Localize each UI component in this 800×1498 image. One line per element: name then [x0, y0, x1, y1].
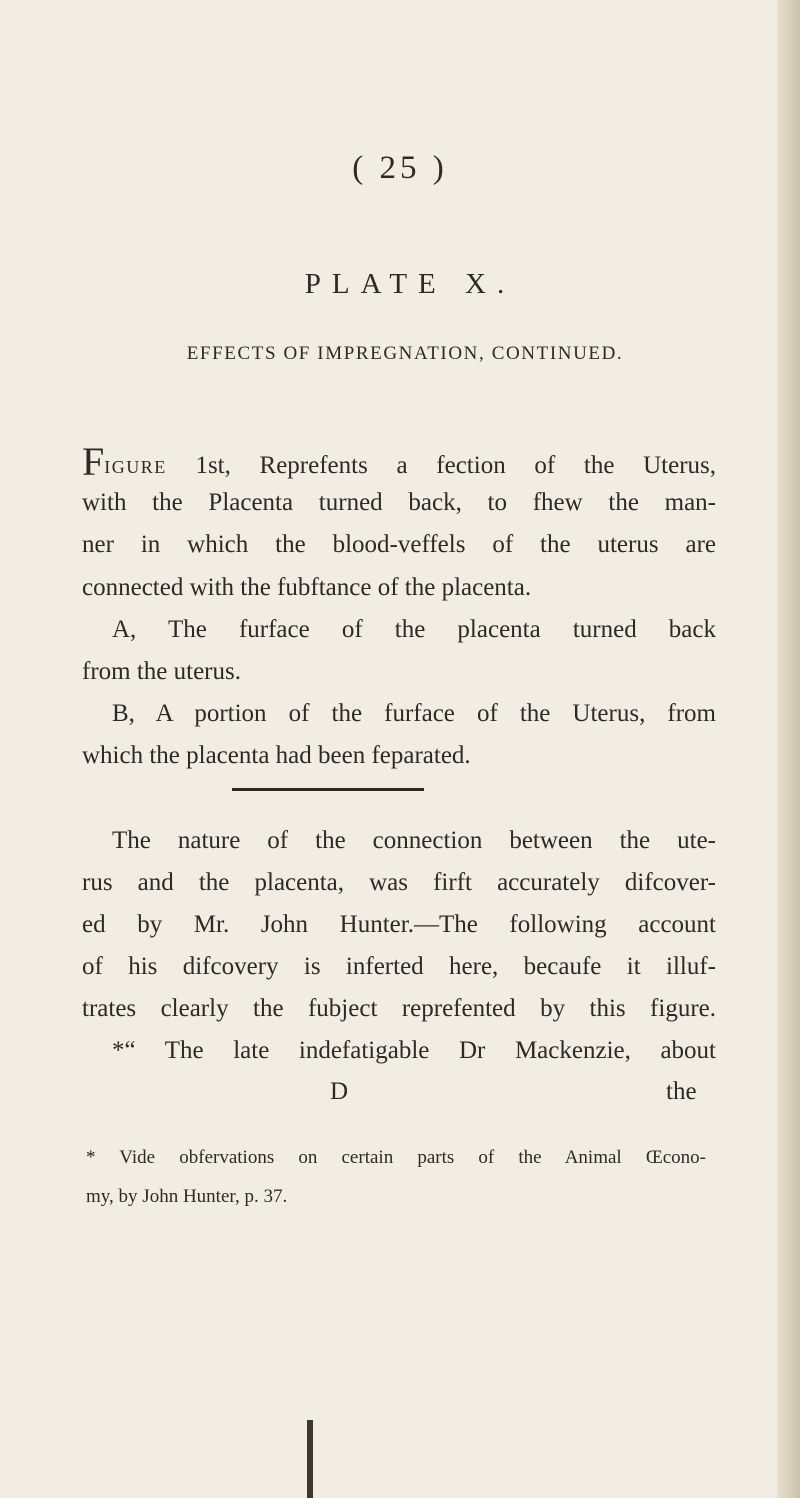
section-rule — [232, 788, 424, 791]
binding-mark — [307, 1420, 313, 1498]
body-line: *“ The late indefatigable Dr Mackenzie, about — [112, 1037, 716, 1064]
drop-cap: F — [82, 439, 105, 484]
body-line: trates clearly the fubject reprefented by this figure. — [82, 995, 716, 1022]
legend-item-b-continued: which the placenta had been feparated. — [82, 742, 471, 769]
body-line: ed by Mr. John Hunter.—The following account — [82, 911, 716, 938]
small-caps-word: IGURE — [104, 457, 167, 477]
legend-item-a-continued: from the uterus. — [82, 658, 241, 685]
figure-description-line: ner in which the blood-veffels of the uterus are — [82, 531, 716, 558]
legend-item-b: B, A portion of the furface of the Uterus, from — [112, 700, 716, 727]
figure-description-text: 1st, Reprefents a fection of the Uterus, — [195, 452, 716, 479]
figure-description-line: with the Placenta turned back, to fhew the man- — [82, 489, 716, 516]
page-edge — [777, 0, 800, 1498]
body-line: of his difcovery is inferted here, becaufe it illuf- — [82, 953, 716, 980]
section-heading: EFFECTS OF IMPREGNATION, CONTINUED. — [186, 343, 624, 364]
page-number: ( 25 ) — [352, 150, 448, 186]
footnote-line: my, by John Hunter, p. 37. — [86, 1186, 288, 1207]
figure-description-line: connected with the fubftance of the placenta. — [82, 574, 532, 601]
catchword: the — [666, 1078, 697, 1105]
plate-title: PLATE X. — [304, 268, 516, 300]
legend-item-a: A, The furface of the placenta turned back — [112, 616, 716, 643]
body-line: rus and the placenta, was firft accurately difcover- — [82, 869, 716, 896]
body-line: The nature of the connection between the ute- — [112, 827, 716, 854]
figure-description-line — [82, 439, 716, 484]
footnote-line: * Vide obfervations on certain parts of the Animal Œcono- — [86, 1147, 706, 1168]
signature-mark: D — [330, 1078, 349, 1105]
